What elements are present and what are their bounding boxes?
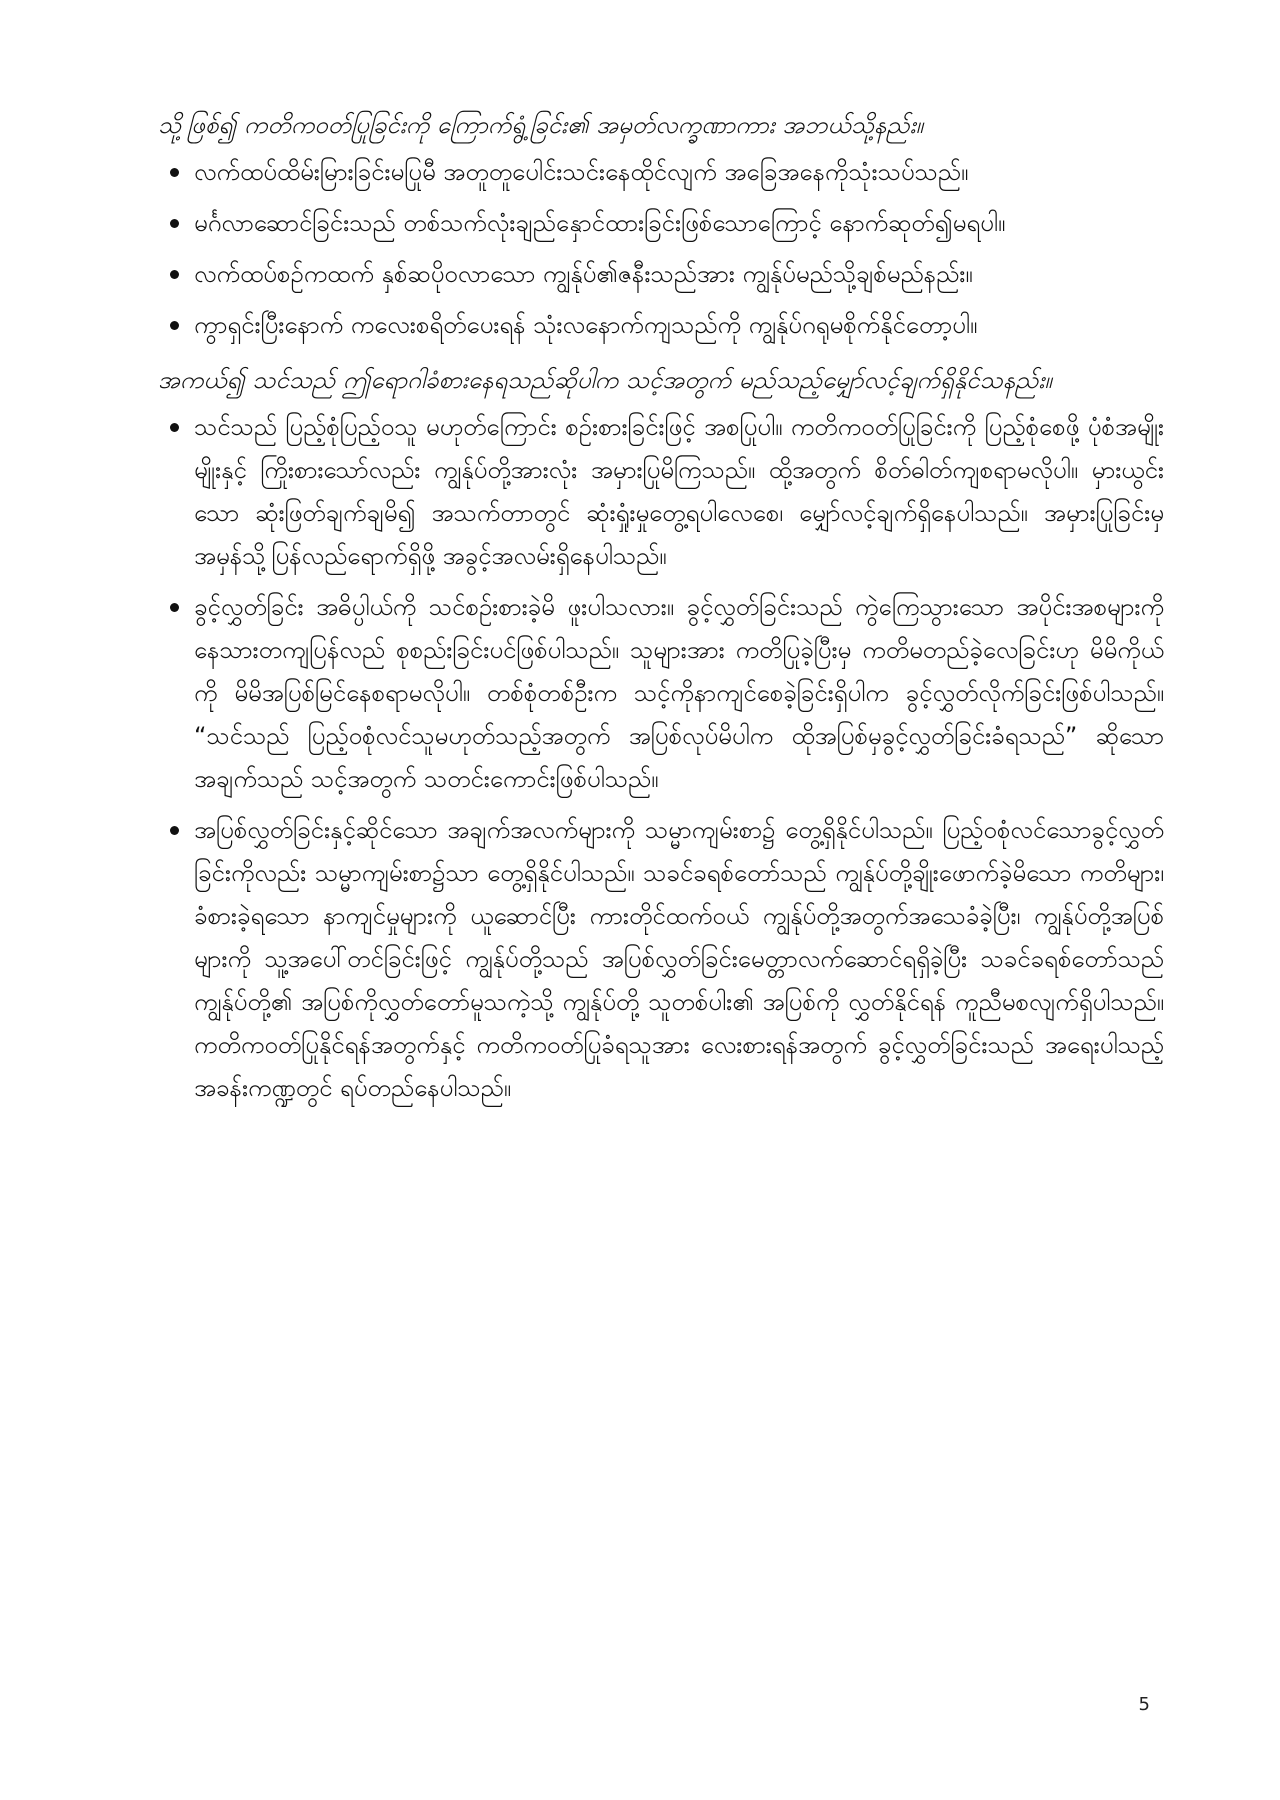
bullet-icon (170, 168, 179, 177)
section-1-heading: သို့ဖြစ်၍ ကတိကဝတ်ပြုခြင်းကို ကြောက်ရွံ့ခြင်း၏ အမှတ်လက္ခဏာကား အဘယ်သို့နည်း။ (158, 111, 924, 139)
bullet-icon (170, 423, 179, 432)
list-item-text: လက်ထပ်စဉ်ကထက် နှစ်ဆပိုဝလာသော ကျွန်ုပ်၏ဇနီးသည်အား ကျွန်ုပ်မည်သို့ချစ်မည်နည်း။ (194, 260, 973, 288)
bullet-icon (170, 219, 179, 228)
bullet-icon (170, 826, 179, 835)
list-item-text: ခွင့်လွှတ်ခြင်း အဓိပ္ပါယ်ကို သင်စဉ်းစားခဲ့မိ ဖူးပါသလား။ ခွင့်လွှတ်ခြင်းသည် ကွဲကြေသွားသော အပိုင်းအစများကို နေသားတကျပြန်လည် စုစည်းခြင်းပင်ဖြစ်ပါသည်။ သူများအား ကတိပြုခဲ့ပြီးမှ ကတိမတည်ခဲ့လေခြင်းဟု မိမိကိုယ်ကို မိမိအပြစ်မြင်နေစရာမလိုပါ။ တစ်စုံတစ်ဦးက သင့်ကိုနာကျင်စေခဲ့ခြင်းရှိပါက ခွင့်လွှတ်လိုက်ခြင်းဖြစ်ပါသည်။ “သင်သည် ပြည့်ဝစုံလင်သူမဟုတ်သည့်အတွက် အပြစ်လုပ်မိပါက ထိုအပြစ်မှခွင့်လွှတ်ခြင်းခံရသည်” ဆိုသောအချက်သည် သင့်အတွက် သတင်းကောင်းဖြစ်ပါသည်။ (194, 593, 1164, 793)
list-item (158, 151, 1164, 194)
list-item-text: လက်ထပ်ထိမ်းမြားခြင်းမပြုမီ အတူတူပေါင်းသင်းနေထိုင်လျက် အခြေအနေကိုသုံးသပ်သည်။ (194, 158, 969, 186)
list-item-text: အပြစ်လွှတ်ခြင်းနှင့်ဆိုင်သော အချက်အလက်များကို သမ္မာကျမ်းစာ၌ တွေ့ရှိနိုင်ပါသည်။ ပြည့်ဝစုံလင်သောခွင့်လွှတ်ခြင်းကိုလည်း သမ္မာကျမ်းစာ၌သာ တွေ့ရှိနိုင်ပါသည်။ သခင်ခရစ်တော်သည် ကျွန်ုပ်တို့ချိုးဖောက်ခဲ့မိသော ကတိများ၊ ခံစားခဲ့ရသော နာကျင်မှုများကို ယူဆောင်ပြီး ကားတိုင်ထက်ဝယ် ကျွန်ုပ်တို့အတွက်အသေခံခဲ့ပြီး၊ ကျွန်ုပ်တို့အပြစ်များကို သူ့အပေါ်တင်ခြင်းဖြင့် ကျွန်ုပ်တို့သည် အပြစ်လွှတ်ခြင်းမေတ္တာလက်ဆောင်ရရှိခဲ့ပြီး သခင်ခရစ်တော်သည် ကျွန်ုပ်တို့၏ အပြစ်ကိုလွှတ်တော်မူသကဲ့သို့ ကျွန်ုပ်တို့ သူတစ်ပါး၏ အပြစ်ကို လွှတ်နိုင်ရန် ကူညီမစလျက်ရှိပါသည်။ ကတိကဝတ်ပြုနိုင်ရန်အတွက်နှင့် ကတိကဝတ်ပြုခံရသူအား လေးစားရန်အတွက် ခွင့်လွှတ်ခြင်းသည် အရေးပါသည့် အခန်းကဏ္ဍတွင် ရပ်တည်နေပါသည်။ (194, 816, 1164, 1102)
list-item-text: ကွာရှင်းပြီးနောက် ကလေးစရိတ်ပေးရန် သုံးလနောက်ကျသည်ကို ကျွန်ုပ်ဂရုမစိုက်နိုင်တော့ပါ။ (194, 311, 978, 339)
list-item (158, 586, 1164, 801)
list-item (158, 406, 1164, 578)
page-number: 5 (1138, 1694, 1150, 1715)
section-2-heading: အကယ်၍ သင်သည် ဤရောဂါခံစားနေရသည်ဆိုပါက သင့်အတွက် မည်သည့်မျှော်လင့်ချက်ရှိနိုင်သနည်း။ (158, 366, 1052, 394)
section-1-bullet-list (158, 151, 1164, 347)
bullet-icon (170, 603, 179, 612)
bullet-icon (170, 270, 179, 279)
page-content (158, 104, 1164, 1122)
list-item-text: သင်သည် ပြည့်စုံပြည့်ဝသူ မဟုတ်ကြောင်း စဉ်းစားခြင်းဖြင့် အစပြုပါ။ ကတိကဝတ်ပြုခြင်းကို ပြည့်စုံစေဖို့ ပုံစံအမျိုးမျိုးနှင့် ကြိုးစားသော်လည်း ကျွန်ုပ်တို့အားလုံး အမှားပြုမိကြသည်။ ထို့အတွက် စိတ်ဓါတ်ကျစရာမလိုပါ။ မှားယွင်းသော ဆုံးဖြတ်ချက်ချမိ၍ အသက်တာတွင် ဆုံးရှုံးမှုတွေ့ရပါလေစေ၊ မျှော်လင့်ချက်ရှိနေပါသည်။ အမှားပြုခြင်းမှ အမှန်သို့ပြန်လည်ရောက်ရှိဖို့ အခွင့်အလမ်းရှိနေပါသည်။ (194, 413, 1164, 570)
list-item (158, 202, 1164, 245)
list-item-text: မင်္ဂလာဆောင်ခြင်းသည် တစ်သက်လုံးချည်နှောင်ထားခြင်းဖြစ်သောကြောင့် နောက်ဆုတ်၍မရပါ။ (194, 209, 1006, 237)
list-item (158, 809, 1164, 1110)
list-item (158, 304, 1164, 347)
list-item (158, 253, 1164, 296)
bullet-icon (170, 321, 179, 330)
section-2-bullet-list (158, 406, 1164, 1110)
